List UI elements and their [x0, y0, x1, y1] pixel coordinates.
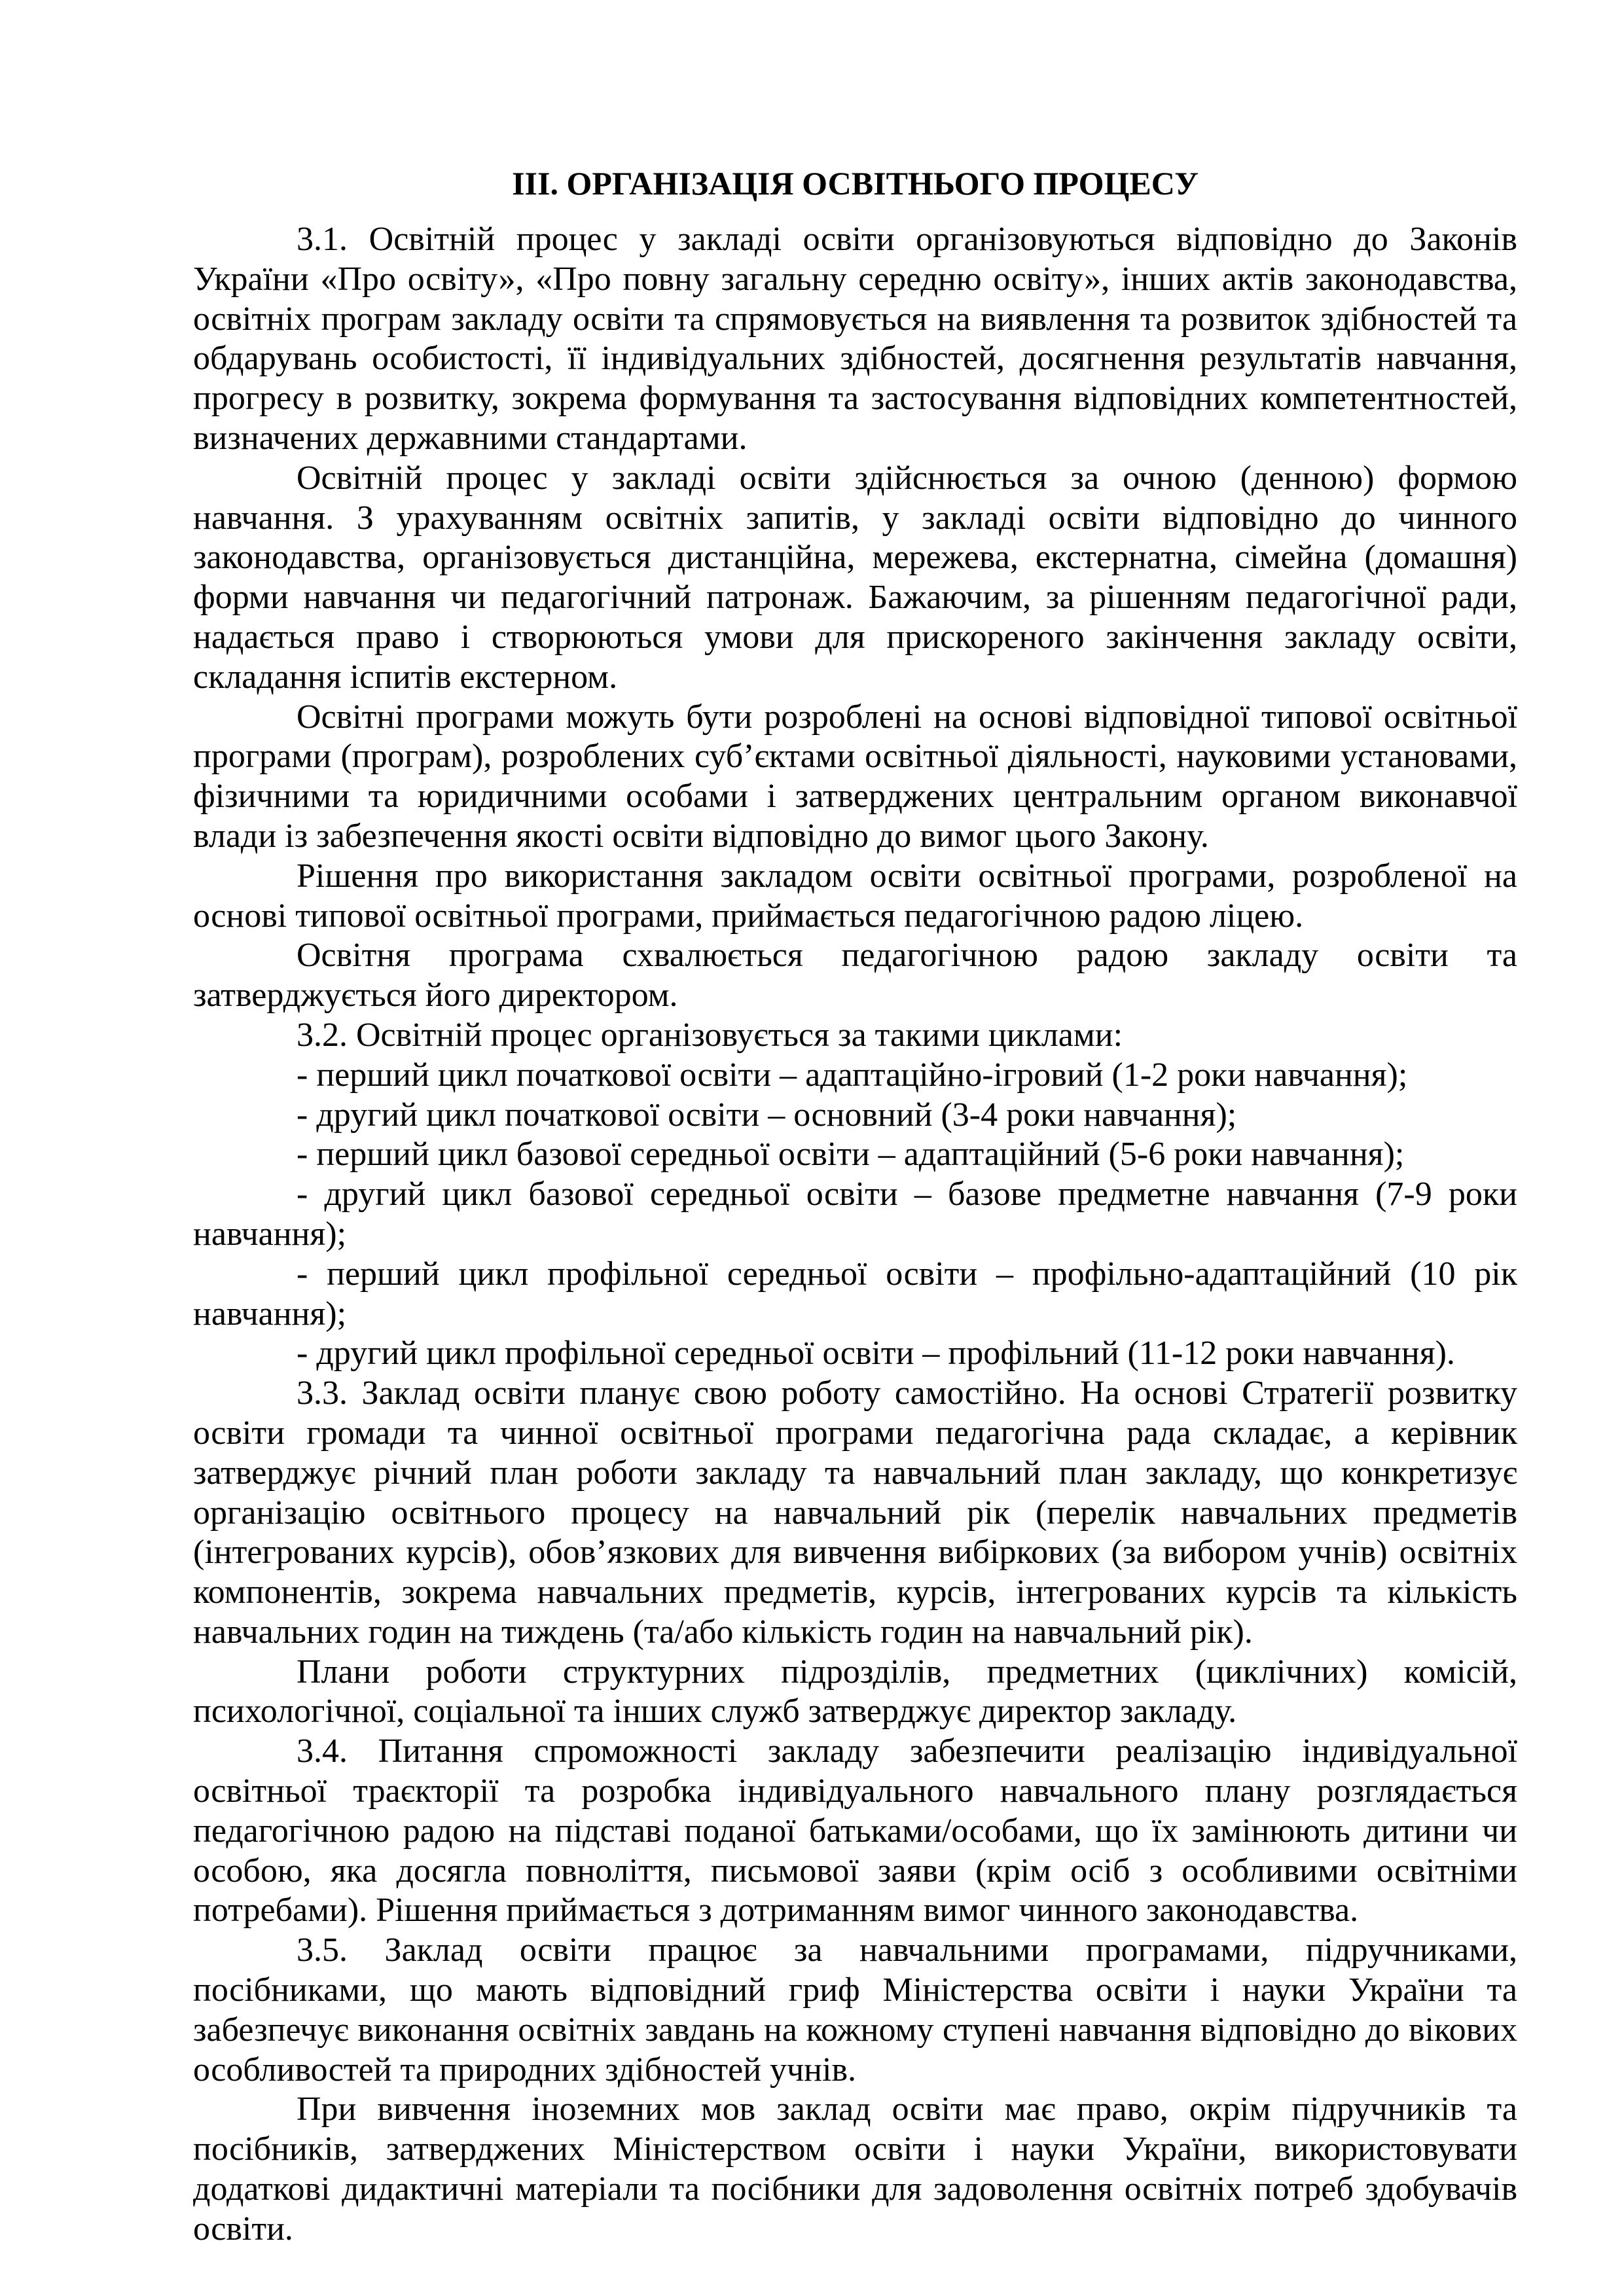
paragraph: 3.2. Освітній процес організовується за такими циклами:	[297, 1016, 1123, 1054]
paragraph: Рішення про використання закладом освіти освітньої програми, розробленої на основі типової освітньої програми, приймається педагогічною радою ліцею.	[193, 857, 1517, 935]
paragraph: 3.1. Освітній процес у закладі освіти організовуються відповідно до Законів України «Про освіту», «Про повну загальну середню освіту», інших актів законодавства, освітніх програм закладу освіти та спрямовується на виявлення та розвиток здібностей та обдарувань особистості, її індивідуальних здібностей, досягнення результатів навчання, прогресу в розвитку, зокрема формування та застосування відповідних компетентностей, визначених державними стандартами.	[193, 221, 1517, 457]
document-body	[193, 220, 1517, 2250]
paragraph: Освітня програма схвалюється педагогічною радою закладу освіти та затверджується його директором.	[193, 937, 1517, 1014]
document-page	[193, 164, 1517, 2250]
paragraph: При вивчення іноземних мов заклад освіти має право, окрім підручників та посібників, затверджених Міністерством освіти і науки України, використовувати додаткові дидактичні матеріали та посібники для задоволення освітніх потреб здобувачів освіти.	[193, 2090, 1517, 2248]
list-item: - перший цикл профільної середньої освіти – профільно-адаптаційний (10 рік навчання);	[193, 1255, 1517, 1333]
section-title: ІІІ. ОРГАНІЗАЦІЯ ОСВІТНЬОГО ПРОЦЕСУ	[512, 165, 1199, 202]
paragraph: 3.5. Заклад освіти працює за навчальними програмами, підручниками, посібниками, що мають відповідний гриф Міністерства освіти і науки України та забезпечує виконання освітніх завдань на кожному ступені навчання відповідно до вікових особливостей та природних здібностей учнів.	[193, 1931, 1517, 2089]
list-item: - перший цикл початкової освіти – адаптаційно-ігровий (1-2 роки навчання);	[297, 1056, 1408, 1094]
paragraph: Освітні програми можуть бути розроблені на основі відповідної типової освітньої програми (програм), розроблених суб’єктами освітньої діяльності, науковими установами, фізичними та юридичними особами і затверджених центральним органом виконавчої влади із забезпечення якості освіти відповідно до вимог цього Закону.	[193, 698, 1517, 855]
list-item: - другий цикл профільної середньої освіти – профільний (11-12 роки навчання).	[297, 1335, 1455, 1372]
paragraph: Плани роботи структурних підрозділів, предметних (циклічних) комісій, психологічної, соціальної та інших служб затверджує директор закладу.	[193, 1653, 1517, 1731]
paragraph: 3.3. Заклад освіти планує свою роботу самостійно. На основі Стратегії розвитку освіти громади та чинної освітньої програми педагогічна рада складає, а керівник затверджує річний план роботи закладу та навчальний план закладу, що конкретизує організацію освітнього процесу на навчальний рік (перелік навчальних предметів (інтегрованих курсів), обов’язкових для вивчення вибіркових (за вибором учнів) освітніх компонентів, зокрема навчальних предметів, курсів, інтегрованих курсів та кількість навчальних годин на тиждень (та/або кількість годин на навчальний рік).	[193, 1374, 1517, 1651]
paragraph: Освітній процес у закладі освіти здійснюється за очною (денною) формою навчання. З урахуванням освітніх запитів, у закладі освіти відповідно до чинного законодавства, організовується дистанційна, мережева, екстернатна, сімейна (домашня) форми навчання чи педагогічний патронаж. Бажаючим, за рішенням педагогічної ради, надається право і створюються умови для прискореного закінчення закладу освіти, складання іспитів екстерном.	[193, 459, 1517, 696]
list-item: - другий цикл початкової освіти – основний (3-4 роки навчання);	[297, 1096, 1237, 1134]
list-item: - другий цикл базової середньої освіти – базове предметне навчання (7-9 роки навчання);	[193, 1175, 1517, 1253]
paragraph: 3.4. Питання спроможності закладу забезпечити реалізацію індивідуальної освітньої траєкторії та розробка індивідуального навчального плану розглядається педагогічною радою на підставі поданої батьками/особами, що їх замінюють дитини чи особою, яка досягла повноліття, письмової заяви (крім осіб з особливими освітніми потребами). Рішення приймається з дотриманням вимог чинного законодавства.	[193, 1732, 1517, 1929]
list-item: - перший цикл базової середньої освіти – адаптаційний (5-6 роки навчання);	[297, 1136, 1405, 1174]
